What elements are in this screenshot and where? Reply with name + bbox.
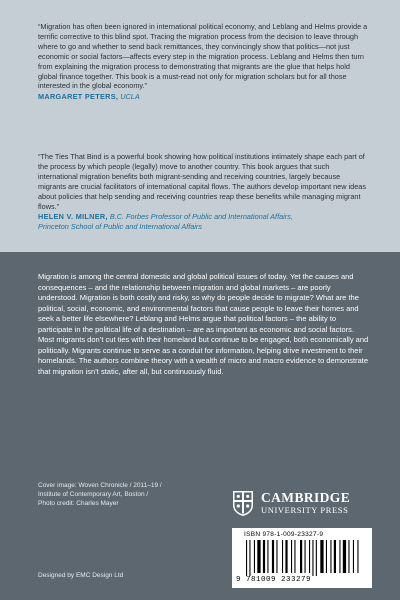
quote-text: “Migration has often been ignored in international political economy, and Leblang and Helms provide a terrific corrective to this blind spot. Tracing the migration process from the decision to leave through where to go and whether to send back remittances, they convincingly show that politics—not just economic or social factors—affects every step in the migration process. Leblang and Helms then turn from explaining the migration process to demonstrating that migrants are the glue that helps hold global finance together. This book is a must-read not only for migration scholars but for all those interested in the global economy.” xyxy=(38,22,368,91)
barcode-stripe xyxy=(305,540,306,573)
barcode-stripe xyxy=(309,540,310,573)
book-description: Migration is among the central domestic and global political issues of today. Yet the causes and consequences – and the relationship between migration and global markets – are poorly understood. Migration is both costly and risky, so why do people decide to migrate? What are the political, social, economic, and environmental factors that cause people to leave their homes and seek a better life elsewhere? Leblang and Helms argue that political factors – the ability to participate in the political life of a destination – are as important as economic and social factors. Most migrants don’t cut ties with their homeland but continue to be engaged, both economically and politically. Migrants continue to serve as a conduit for information, helping drive investment to their homelands. The authors combine theory with a wealth of micro and macro evidence to demonstrate that migration isn’t static, after all, but continuously fluid. xyxy=(38,272,369,376)
quote-affiliation-line-2: Princeton School of Public and International Affairs xyxy=(38,222,203,232)
isbn-label: ISBN 978-1-009-23327-9 xyxy=(244,531,324,538)
barcode-stripe xyxy=(285,540,287,573)
barcode-stripe xyxy=(334,540,336,573)
barcode-stripe xyxy=(316,540,317,576)
barcode-stripe xyxy=(357,540,358,573)
barcode-stripe xyxy=(254,540,255,573)
barcode-stripe xyxy=(291,540,292,573)
isbn-barcode xyxy=(232,528,372,588)
barcode-stripe xyxy=(282,540,283,573)
barcode-stripe xyxy=(300,540,302,573)
quote-affiliation-line-1: B.C. Forbes Professor of Public and International Affairs, xyxy=(109,212,293,222)
barcode-stripe xyxy=(272,540,274,573)
publisher-name: CAMBRIDGE xyxy=(261,490,351,505)
quote-attribution xyxy=(38,92,370,102)
barcode-stripe xyxy=(326,540,327,573)
barcode-stripe xyxy=(276,540,277,573)
quote-author: HELEN V. MILNER, xyxy=(38,212,108,222)
quote-affiliation: UCLA xyxy=(120,92,140,102)
credits-line: Photo credit: Charles Mayer xyxy=(38,500,119,507)
publisher-logo xyxy=(232,487,372,519)
barcode-digits: 9 781009 233279 xyxy=(236,576,312,584)
endorsement-quote-1 xyxy=(38,22,370,102)
barcode-stripe xyxy=(249,540,250,576)
barcode-stripe xyxy=(246,540,247,576)
credits-line: Cover image: Woven Chronicle / 2011–19 / xyxy=(38,482,162,489)
quote-author: MARGARET PETERS, xyxy=(38,92,119,102)
quote-text: “The Ties That Bind is a powerful book showing how political institutions intimately shape each part of the process by which people (legally) move to another country. This book argues that such international migration benefits both migrant-sending and receiving countries, largely because migrants are crucial facilitators of international capital flows. The authors develop important new ideas about policies that help sending and receiving countries reap these benefits while managing migrant flows.” xyxy=(38,152,366,211)
barcode-stripe xyxy=(348,540,349,573)
credits-line: Institute of Contemporary Art, Boston / xyxy=(38,491,149,498)
publisher-subtitle: UNIVERSITY PRESS xyxy=(261,505,349,515)
barcode-stripe xyxy=(267,540,268,573)
barcode-stripe xyxy=(312,540,313,576)
designer-credit: Designed by EMC Design Ltd xyxy=(38,572,124,579)
endorsements-panel xyxy=(0,0,400,252)
cambridge-crest-icon xyxy=(232,490,254,517)
barcode-stripe xyxy=(330,540,331,573)
endorsement-quote-2 xyxy=(38,152,370,232)
barcode-stripe xyxy=(339,540,340,573)
barcode-icon xyxy=(244,540,360,576)
barcode-stripe xyxy=(263,540,265,573)
barcode-stripe xyxy=(320,540,323,573)
barcode-stripe xyxy=(257,540,260,573)
quote-attribution xyxy=(38,212,370,232)
barcode-stripe xyxy=(343,540,346,573)
barcode-stripe xyxy=(353,540,354,573)
cover-credits xyxy=(38,481,218,508)
barcode-stripe xyxy=(294,540,295,573)
